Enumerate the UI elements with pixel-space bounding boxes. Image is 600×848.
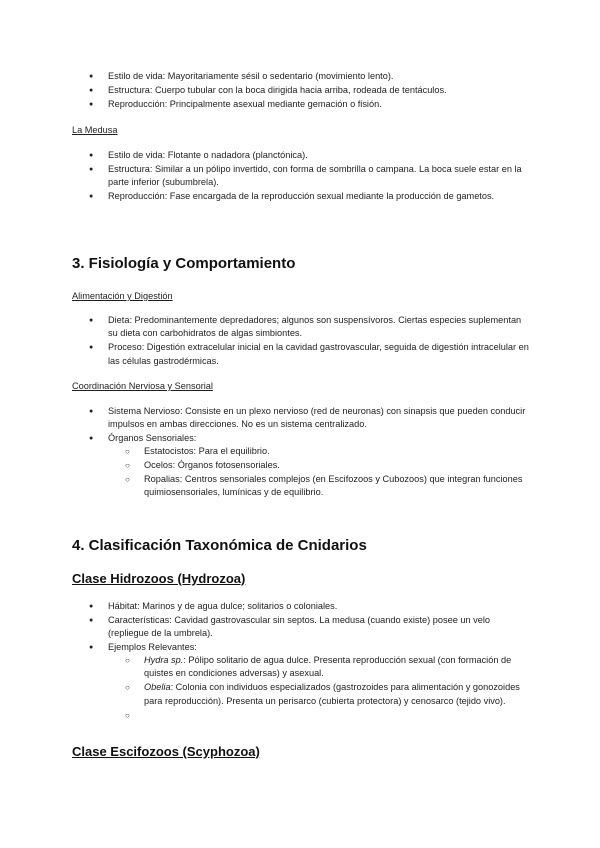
- list-item: [108, 654, 532, 681]
- list-item: ● Reproducción: Principalmente asexual mediante gemación o fisión.: [72, 98, 532, 111]
- hidrozoos-heading: Clase Hidrozoos (Hydrozoa): [72, 571, 246, 586]
- section-3-heading: 3. Fisiología y Comportamiento: [72, 255, 296, 272]
- list-item: ● Hábitat: Marinos y de agua dulce; solitarios o coloniales.: [72, 600, 532, 613]
- coordinacion-label: Coordinación Nerviosa y Sensorial: [72, 381, 213, 391]
- sensory-organs-list: [108, 445, 532, 500]
- list-item: ● Sistema Nervioso: Consiste en un plexo nervioso (red de neuronas) con sinapsis que pueden conducir impulsos en ambas direcciones. No es un sistema centralizado.: [72, 405, 532, 432]
- alimentacion-label: Alimentación y Digestión: [72, 291, 173, 301]
- alimentacion-list: [72, 314, 532, 369]
- list-item: ○ Estatocistos: Para el equilibrio.: [108, 445, 532, 458]
- list-item: ● Estructura: Similar a un pólipo invertido, con forma de sombrilla o campana. La boca suele estar en la parte inferior (subumbrela).: [72, 163, 532, 190]
- section-4-heading: 4. Clasificación Taxonómica de Cnidarios: [72, 537, 367, 554]
- hidrozoos-list: [72, 600, 532, 655]
- list-item: ● Órganos Sensoriales:: [72, 432, 532, 445]
- list-item: ● Dieta: Predominantemente depredadores; algunos son suspensívoros. Ciertas especies suplementan su dieta con carbohidratos de algas simbiontes.: [72, 314, 532, 341]
- list-item: ● Ejemplos Relevantes:: [72, 641, 532, 654]
- list-item: ● Reproducción: Fase encargada de la reproducción sexual mediante la producción de gametos.: [72, 190, 532, 203]
- example-name: Hydra sp.: [144, 655, 184, 665]
- coordinacion-list: [72, 405, 532, 446]
- list-item: ● Estilo de vida: Mayoritariamente sésil o sedentario (movimiento lento).: [72, 70, 532, 83]
- hidrozoos-examples-list: [108, 654, 532, 709]
- list-item: ○ Ropalias: Centros sensoriales complejos (en Escifozoos y Cubozoos) que integran funciones quimiosensoriales, lumínicas y de equilibrio.: [108, 473, 532, 500]
- medusa-label: La Medusa: [72, 125, 118, 135]
- list-item: [108, 681, 532, 708]
- list-item: ● Proceso: Digestión extracelular inicial en la cavidad gastrovascular, seguida de digestión intracelular en las células gastrodérmicas.: [72, 341, 532, 368]
- list-item: ● Características: Cavidad gastrovascular sin septos. La medusa (cuando existe) posee un velo (repliegue de la umbrela).: [72, 614, 532, 641]
- list-item: ● Estilo de vida: Flotante o nadadora (planctónica).: [72, 149, 532, 162]
- example-name: Obelia: [144, 682, 171, 693]
- escifozoos-heading: Clase Escifozoos (Scyphozoa): [72, 744, 260, 759]
- polyp-traits-list: [72, 70, 532, 112]
- example-text: : Colonia con individuos especializados (gastrozoides para alimentación y gonozoides para reproducción). Presenta un perisarco (cubierta protectora) y cenosarco (tejido vivo).: [144, 682, 520, 706]
- list-item: ● Estructura: Cuerpo tubular con la boca dirigida hacia arriba, rodeada de tentáculos.: [72, 84, 532, 97]
- example-text: : Pólipo solitario de agua dulce. Presenta reproducción sexual (con formación de quistes en condiciones adversas) y asexual.: [144, 655, 512, 679]
- list-item: ○ Ocelos: Órganos fotosensoriales.: [108, 459, 532, 472]
- medusa-traits-list: [72, 149, 532, 204]
